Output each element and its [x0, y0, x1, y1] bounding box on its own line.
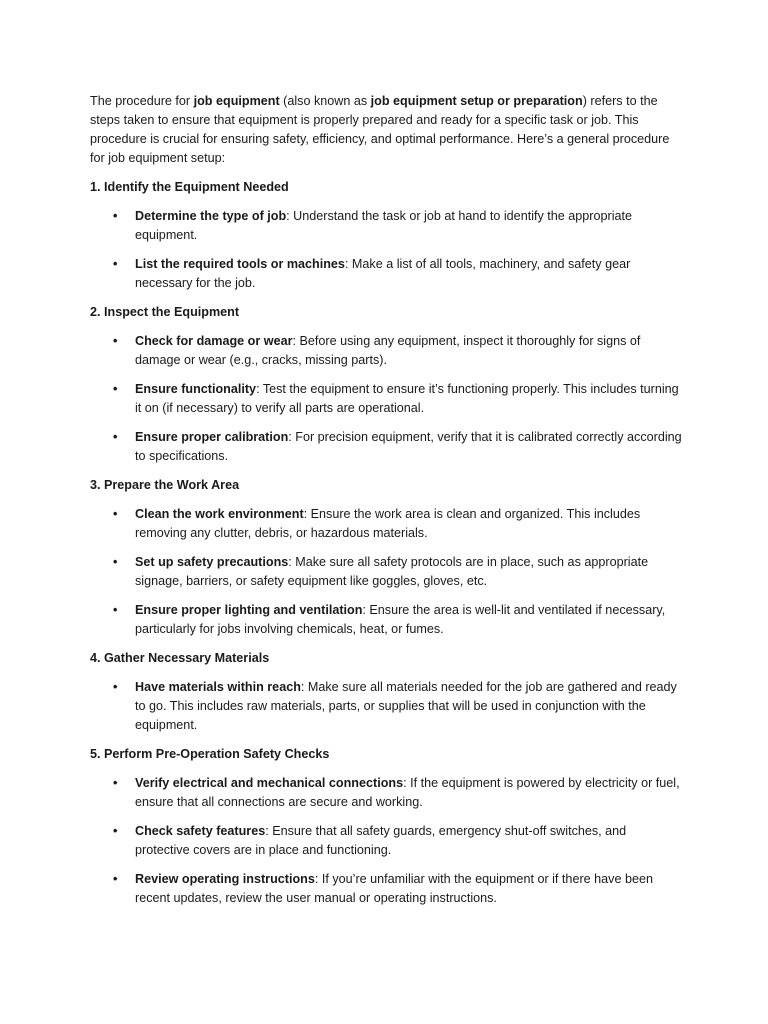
bullet-icon: • [113, 680, 118, 694]
item-text: : For precision equipment, verify that it is calibrated correctly according to specifications. [135, 430, 682, 463]
bullet-icon: • [113, 824, 118, 838]
bullet-list [90, 332, 682, 466]
list-item [90, 822, 682, 860]
item-term: Review operating instructions [135, 872, 315, 886]
list-item [90, 428, 682, 466]
section-heading: 3. Prepare the Work Area [90, 478, 240, 492]
bullet-icon: • [113, 872, 118, 886]
list-item [90, 505, 682, 543]
section-heading: 2. Inspect the Equipment [90, 305, 240, 319]
section-heading: 4. Gather Necessary Materials [90, 651, 270, 665]
item-term: Check safety features [135, 824, 266, 838]
bullet-list [90, 505, 682, 639]
item-term: Ensure proper calibration [135, 430, 289, 444]
item-term: List the required tools or machines [135, 257, 345, 271]
item-term: Set up safety precautions [135, 555, 289, 569]
bullet-icon: • [113, 382, 118, 396]
bullet-icon: • [113, 603, 118, 617]
list-item [90, 207, 682, 245]
list-item [90, 774, 682, 812]
item-text: : Make a list of all tools, machinery, and safety gear necessary for the job. [135, 257, 631, 290]
section-heading: 5. Perform Pre-Operation Safety Checks [90, 747, 330, 761]
item-text: : If you’re unfamiliar with the equipment or if there have been recent updates, review the user manual or operating instructions. [135, 872, 653, 905]
intro-paragraph [90, 92, 682, 168]
bullet-icon: • [113, 776, 118, 790]
list-item [90, 255, 682, 293]
item-term: Check for damage or wear [135, 334, 293, 348]
section-heading: 1. Identify the Equipment Needed [90, 180, 289, 194]
bullet-icon: • [113, 257, 118, 271]
item-text: : Test the equipment to ensure it’s functioning properly. This includes turning it on (if necessary) to verify all parts are operational. [135, 382, 679, 415]
list-item [90, 870, 682, 908]
item-term: Determine the type of job [135, 209, 287, 223]
item-text: : Before using any equipment, inspect it thoroughly for signs of damage or wear (e.g., cracks, missing parts). [135, 334, 641, 367]
bullet-icon: • [113, 507, 118, 521]
item-text: : If the equipment is powered by electricity or fuel, ensure that all connections are secure and working. [135, 776, 680, 809]
document-body [90, 92, 682, 918]
intro-text-1: The procedure for [90, 94, 194, 108]
list-item [90, 601, 682, 639]
item-term: Clean the work environment [135, 507, 304, 521]
item-text: : Ensure the area is well-lit and ventilated if necessary, particularly for jobs involving chemicals, heat, or fumes. [135, 603, 666, 636]
item-text: : Make sure all safety protocols are in place, such as appropriate signage, barriers, or safety equipment like goggles, gloves, etc. [135, 555, 649, 588]
item-term: Have materials within reach [135, 680, 301, 694]
item-text: : Ensure the work area is clean and organized. This includes removing any clutter, debris, or hazardous materials. [135, 507, 641, 540]
bullet-list [90, 207, 682, 293]
intro-bold-2: job equipment setup or preparation [370, 94, 583, 108]
intro-text-2: (also known as [279, 94, 371, 108]
bullet-list [90, 678, 682, 735]
item-term: Ensure proper lighting and ventilation [135, 603, 363, 617]
item-term: Verify electrical and mechanical connections [135, 776, 404, 790]
bullet-icon: • [113, 334, 118, 348]
item-term: Ensure functionality [135, 382, 257, 396]
list-item [90, 678, 682, 735]
intro-bold-1: job equipment [193, 94, 280, 108]
item-text: : Understand the task or job at hand to identify the appropriate equipment. [135, 209, 633, 242]
bullet-icon: • [113, 555, 118, 569]
list-item [90, 553, 682, 591]
item-text: : Ensure that all safety guards, emergency shut-off switches, and protective covers are in place and functioning. [135, 824, 627, 857]
bullet-icon: • [113, 209, 118, 223]
bullet-list [90, 774, 682, 908]
list-item [90, 380, 682, 418]
bullet-icon: • [113, 430, 118, 444]
item-text: : Make sure all materials needed for the job are gathered and ready to go. This includes raw materials, parts, or supplies that will be used in conjunction with the equipment. [135, 680, 677, 732]
intro-text-3: ) refers to the steps taken to ensure that equipment is properly prepared and ready for a specific task or job. This procedure is crucial for ensuring safety, efficiency, and optimal performance. Here’s a general procedure for job equipment setup: [90, 94, 670, 165]
list-item [90, 332, 682, 370]
